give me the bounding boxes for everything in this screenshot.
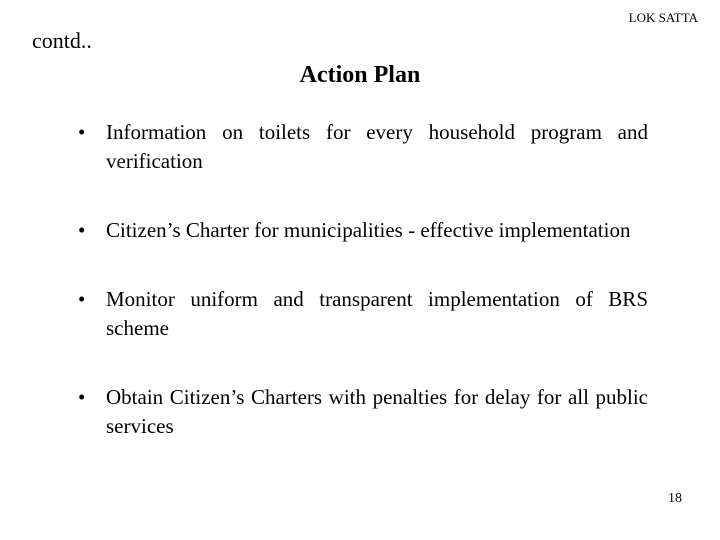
bullet-icon: • [78,120,86,144]
brand-label: LOK SATTA [628,10,698,25]
continued-label: contd.. [32,28,92,53]
bullet-item-toilets [76,118,648,176]
bullet-icon: • [78,385,86,409]
bullet-item-brs-scheme [76,285,648,343]
bullet-text: Information on toilets for every household program and verification [106,120,648,173]
bullet-icon: • [78,218,86,242]
bullet-icon: • [78,287,86,311]
bullet-text: Obtain Citizen’s Charters with penalties for delay for all public services [106,385,648,438]
bullet-text: Citizen’s Charter for municipalities - effective implementation [106,218,631,242]
bullet-list [76,118,648,441]
page-number: 18 [668,491,682,506]
slide-title: Action Plan [299,62,421,88]
bullet-text: Monitor uniform and transparent implementation of BRS scheme [106,287,648,340]
bullet-item-citizens-charter [76,216,648,245]
bullet-item-penalties [76,383,648,441]
